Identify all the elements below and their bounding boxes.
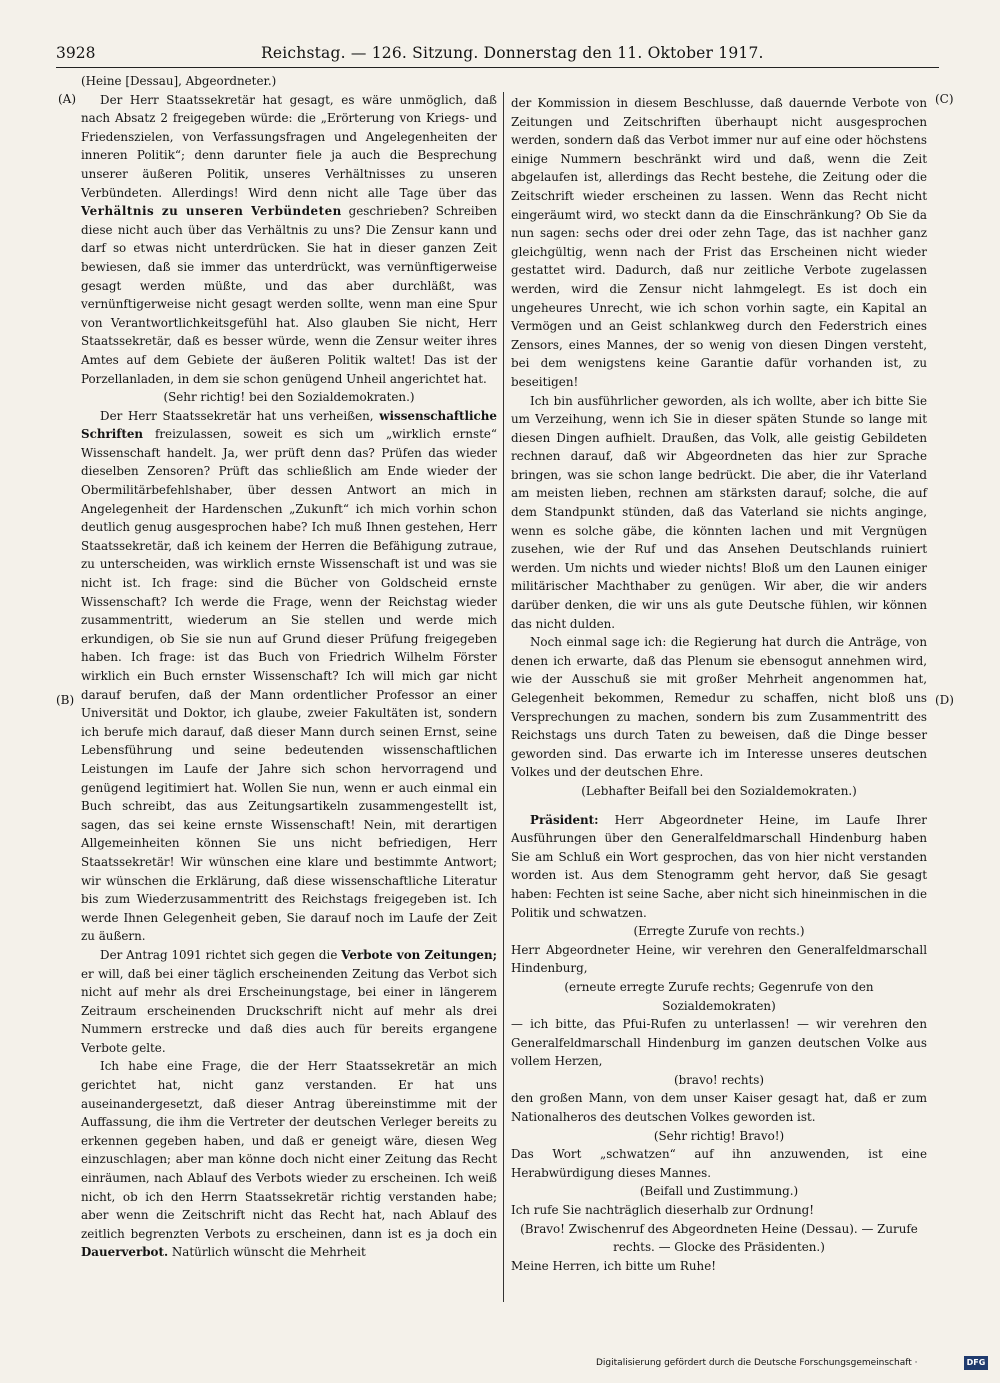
digitization-footer xyxy=(596,1356,990,1372)
interjection: (bravo! rechts) xyxy=(673,1072,765,1087)
right-column xyxy=(511,94,927,1275)
text-run: Ich habe eine Frage, die der Herr Staatssekretär an mich gerichtet hat, nicht ganz verstanden. Er hat uns auseinandergesetzt, daß dieser Antrag übereinstimme mit der Auffassung, die ihm die Vertreter der deutschen Verleger bereits zu erkennen gegeben haben, und daß er geneigt wäre, diesen Weg einzuschlagen; aber man könne doch nicht einer Zeitung das Recht einräumen, nach Ablauf des Verbots wieder zu erscheinen. Ich weiß nicht, ob ich den Herrn Staatssekretär richtig verstanden habe; aber wenn die Zeitschrift nicht das Recht hat, nach Ablauf des zeitlich begrenzten Verbots zu erscheinen, dann ist es ja doch ein xyxy=(81,1059,497,1241)
paragraph: Ich rufe Sie nachträglich dieserhalb zur Ordnung! xyxy=(511,1203,815,1218)
paragraph: der Kommission in diesem Beschlusse, daß dauernde Verbote von Zeitungen und Zeitschriften überhaupt nicht ausgesprochen werden, sondern daß das Verbot immer nur auf eine oder höchstens einige Nummern beschränkt wird und daß, wenn die Zeit abgelaufen ist, allerdings das Recht bestehe, die Zeitung oder die Zeitschrift wieder erscheinen zu lassen. Wenn das Recht nicht eingeräumt wird, wo steckt dann da die Einschränkung? Ob Sie da nun sagen: sechs oder drei oder zehn Tage, das ist nachher ganz gleichgültig, wenn nach der Frist das Erscheinen nicht wieder gestattet wird. Dadurch, daß nur zeitliche Verbote zugelassen werden, wird die Zensur nicht lahmgelegt. Es ist doch ein ungeheures Unrecht, wie ich schon vorhin sagte, ein Kapital an Vermögen und an Geist schlankweg durch den Federstrich eines Zensors, eines Mannes, der so wenig von diesen Dingen versteht, bei dem wenigstens keine Garantie dafür vorhanden ist, zu beseitigen! xyxy=(511,96,927,389)
margin-mark-a: (A) xyxy=(58,92,77,106)
paragraph: — ich bitte, das Pfui-Rufen zu unterlassen! — wir verehren den Generalfeldmarschall Hindenburg im ganzen deutschen Volke aus vollem Herzen, xyxy=(511,1017,927,1069)
interjection: (Erregte Zurufe von rechts.) xyxy=(633,924,805,939)
text-run: er will, daß bei einer täglich erscheinenden Zeitung das Verbot sich nicht auf mehr als drei Erscheinungstage, bei einer in längerem Zeitraum erscheinenden Druckschrift nicht auf mehr als drei Nummern erstrecke und daß dies auch für bereits ergangene Verbote gelte. xyxy=(81,966,497,1055)
interjection: (erneute erregte Zurufe rechts; Gegenrufe von den Sozialdemokraten) xyxy=(564,979,874,1013)
interjection: (Beifall und Zustimmung.) xyxy=(639,1184,799,1199)
emphasis: Dauerverbot. xyxy=(81,1245,169,1260)
interjection: (Bravo! Zwischenruf des Abgeordneten Heine (Dessau). — Zurufe rechts. — Glocke des Präsidenten.) xyxy=(520,1221,918,1255)
paragraph: Ich bin ausführlicher geworden, als ich wollte, aber ich bitte Sie um Verzeihung, wenn ich Sie in dieser späten Stunde so lange mit diesen Dingen aufhielt. Draußen, das Volk, alle geistig Gebildeten rechnen darauf, daß wir Abgeordneten das hier zur Sprache bringen, was sie schon lange bedrückt. Die aber, die ihr Vaterland am meisten lieben, rechnen am stärksten darauf; solche, die auf dem Standpunkt stünden, daß das Vaterland sie nichts anginge, wenn es solche gäbe, die könnten lachen und mit Vergnügen zusehen, wie der Ruf und das Ansehen Deutschlands ruiniert werden. Um nichts und wieder nichts! Bloß um den Launen einiger militärischer Machthaber zu genügen. Wir aber, die wir anders darüber denken, die wir uns als gute Deutsche fühlen, wir können das nicht dulden. xyxy=(511,393,927,631)
speaker-note: (Heine [Dessau], Abgeordneter.) xyxy=(81,74,277,88)
text-run: geschrieben? Schreiben diese nicht auch über das Verhältnis zu uns? Die Zensur kann und darf so etwas nicht unterdrücken. Sie hat in dieser ganzen Zeit bewiesen, daß sie immer das unterdrückt, was vernünftigerweise gesagt werden müßte, und das aber durchläßt, was vernünftigerweise nicht gesagt werden sollte, wenn man eine Spur von Verantwortlichkeitsgefühl hat. Also glauben Sie nicht, Herr Staatssekretär, daß es besser würde, wenn die Zensur weiter ihres Amtes auf dem Gebiete der äußeren Politik waltet! Das ist der Porzellanladen, in dem sie schon genügend Unheil angerichtet hat. xyxy=(81,204,498,386)
page-number: 3928 xyxy=(56,44,96,62)
footer-text: Digitalisierung gefördert durch die Deutsche Forschungsgemeinschaft · xyxy=(596,1358,918,1368)
text-run: freizulassen, soweit es sich um „wirklich ernste“ Wissenschaft handelt. Ja, wer prüft denn das? Prüfen das wieder dieselben Zensoren? Prüft das schließlich am Ende wieder der Obermilitärbefehlshaber, über dessen Antwort an mich in Angelegenheit der Hardenschen „Zukunft“ ich mich vorhin schon deutlich genug ausgesprochen habe? Ich muß Ihnen gestehen, Herr Staatssekretär, daß ich keinem der Herren die Befähigung zutraue, zu unterscheiden, was wirklich ernste Wissenschaft ist und was sie nicht ist. Ich frage: sind die Bücher von Goldscheid ernste Wissenschaft? Ich werde die Frage, wenn der Reichstag wieder zusammentritt, wiederum an Sie stellen und werde mich erkundigen, ob Sie sie nun auf Grund dieser Prüfung freigegeben haben. Ich frage: ist das Buch von Friedrich Wilhelm Förster wirklich ein Buch ernster Wissenschaft? Ich will mich gar nicht darauf berufen, daß der Mann ordentlicher Professor an einer Universität und Doktor, ich glaube, zweier Fakultäten ist, sondern ich berufe mich darauf, daß dieser Mann durch seinen Ernst, seine Lebensführung und seine bedeutenden wissenschaftlichen Leistungen im Laufe der Jahre sich schon hervorragend und genügend legitimiert hat. Wollen Sie nun, wenn er auch einmal ein Buch schreibt, das aus Zeitungsartikeln zusammengestellt ist, sagen, das sei keine ernste Wissenschaft! Nein, mit derartigen Allgemeinheiten können Sie uns nicht befriedigen, Herr Staatssekretär! Wir wünschen eine klare und bestimmte Antwort; wir wünschen die Erklärung, daß diese wissenschaftliche Literatur bis zum Wiederzusammentritt des Reichstags freigegeben ist. Ich werde Ihnen Gelegenheit geben, Sie darauf noch im Laufe der Zeit zu äußern. xyxy=(81,427,498,944)
paragraph: Herr Abgeordneter Heine, wir verehren den Generalfeldmarschall Hindenburg, xyxy=(511,942,927,976)
header-rule xyxy=(56,67,939,68)
margin-mark-b: (B) xyxy=(56,693,75,707)
emphasis: Verhältnis zu unseren Verbündeten xyxy=(81,204,342,219)
paragraph xyxy=(81,946,497,1058)
paragraph xyxy=(81,91,497,389)
president-statement xyxy=(511,811,927,923)
interjection: (Sehr richtig! bei den Sozialdemokraten.) xyxy=(163,390,415,405)
interjection: (Sehr richtig! Bravo!) xyxy=(653,1128,785,1143)
paragraph: Noch einmal sage ich: die Regierung hat durch die Anträge, von denen ich erwarte, daß das Plenum sie ebensogut annehmen wird, wie der Ausschuß sie mit großer Mehrheit angenommen hat, Gelegenheit bekommen, Remedur zu schaffen, nicht bloß uns Versprechungen zu machen, sondern bis zum Zusammentritt des Reichstags uns durch Taten zu beweisen, daß die Dinge besser geworden sind. Das erwarte ich im Interesse unseres deutschen Volkes und der deutschen Ehre. xyxy=(511,635,927,780)
paragraph: den großen Mann, von dem unser Kaiser gesagt hat, daß er zum Nationalheros des deutschen Volkes geworden ist. xyxy=(511,1091,927,1125)
interjection: (Lebhafter Beifall bei den Sozialdemokraten.) xyxy=(581,783,857,798)
dfg-logo: DFG xyxy=(964,1356,988,1370)
page-header xyxy=(56,44,956,66)
text-run: Natürlich wünscht die Mehrheit xyxy=(171,1245,366,1260)
paragraph xyxy=(81,407,497,946)
column-divider xyxy=(503,92,504,1302)
left-column xyxy=(81,72,497,1262)
speaker-label: Präsident: xyxy=(530,812,599,827)
margin-mark-d: (D) xyxy=(935,693,954,707)
text-run: Der Herr Staatssekretär hat gesagt, es wäre unmöglich, daß nach Absatz 2 freigegeben würde: die „Erörterung von Kriegs- und Friedenszielen, von Verfassungsfragen und Angelegenheiten der inneren Politik“; denn darunter fiele ja auch die Besprechung unserer äußeren Politik, unseres Verhältnisses zu unseren Verbündeten. Allerdings! Wird denn nicht alle Tage über das xyxy=(81,92,497,200)
paragraph: Meine Herren, ich bitte um Ruhe! xyxy=(511,1258,717,1273)
text-run: Der Antrag 1091 richtet sich gegen die xyxy=(100,947,338,962)
emphasis: Verbote von Zeitungen; xyxy=(341,947,497,962)
margin-mark-c: (C) xyxy=(935,92,954,106)
paragraph: Das Wort „schwatzen“ auf ihn anzuwenden, ist eine Herabwürdigung dieses Mannes. xyxy=(511,1147,927,1180)
text-run: Herr Abgeordneter Heine, im Laufe Ihrer Ausführungen über den Generalfeldmarschall Hindenburg haben Sie am Schluß ein Wort gesprochen, das von hier nicht verstanden worden ist. Aus dem Stenogramm geht hervor, daß Sie gesagt haben: Fechten ist seine Sache, aber nicht sich hineinmischen in die Politik und schwatzen. xyxy=(511,812,927,920)
text-run: Der Herr Staatssekretär hat uns verheißen, xyxy=(100,408,374,423)
running-title: Reichstag. — 126. Sitzung. Donnerstag den 11. Oktober 1917. xyxy=(261,44,764,62)
paragraph xyxy=(81,1057,497,1262)
emphasis: wissenschaftliche Schriften xyxy=(81,408,497,442)
